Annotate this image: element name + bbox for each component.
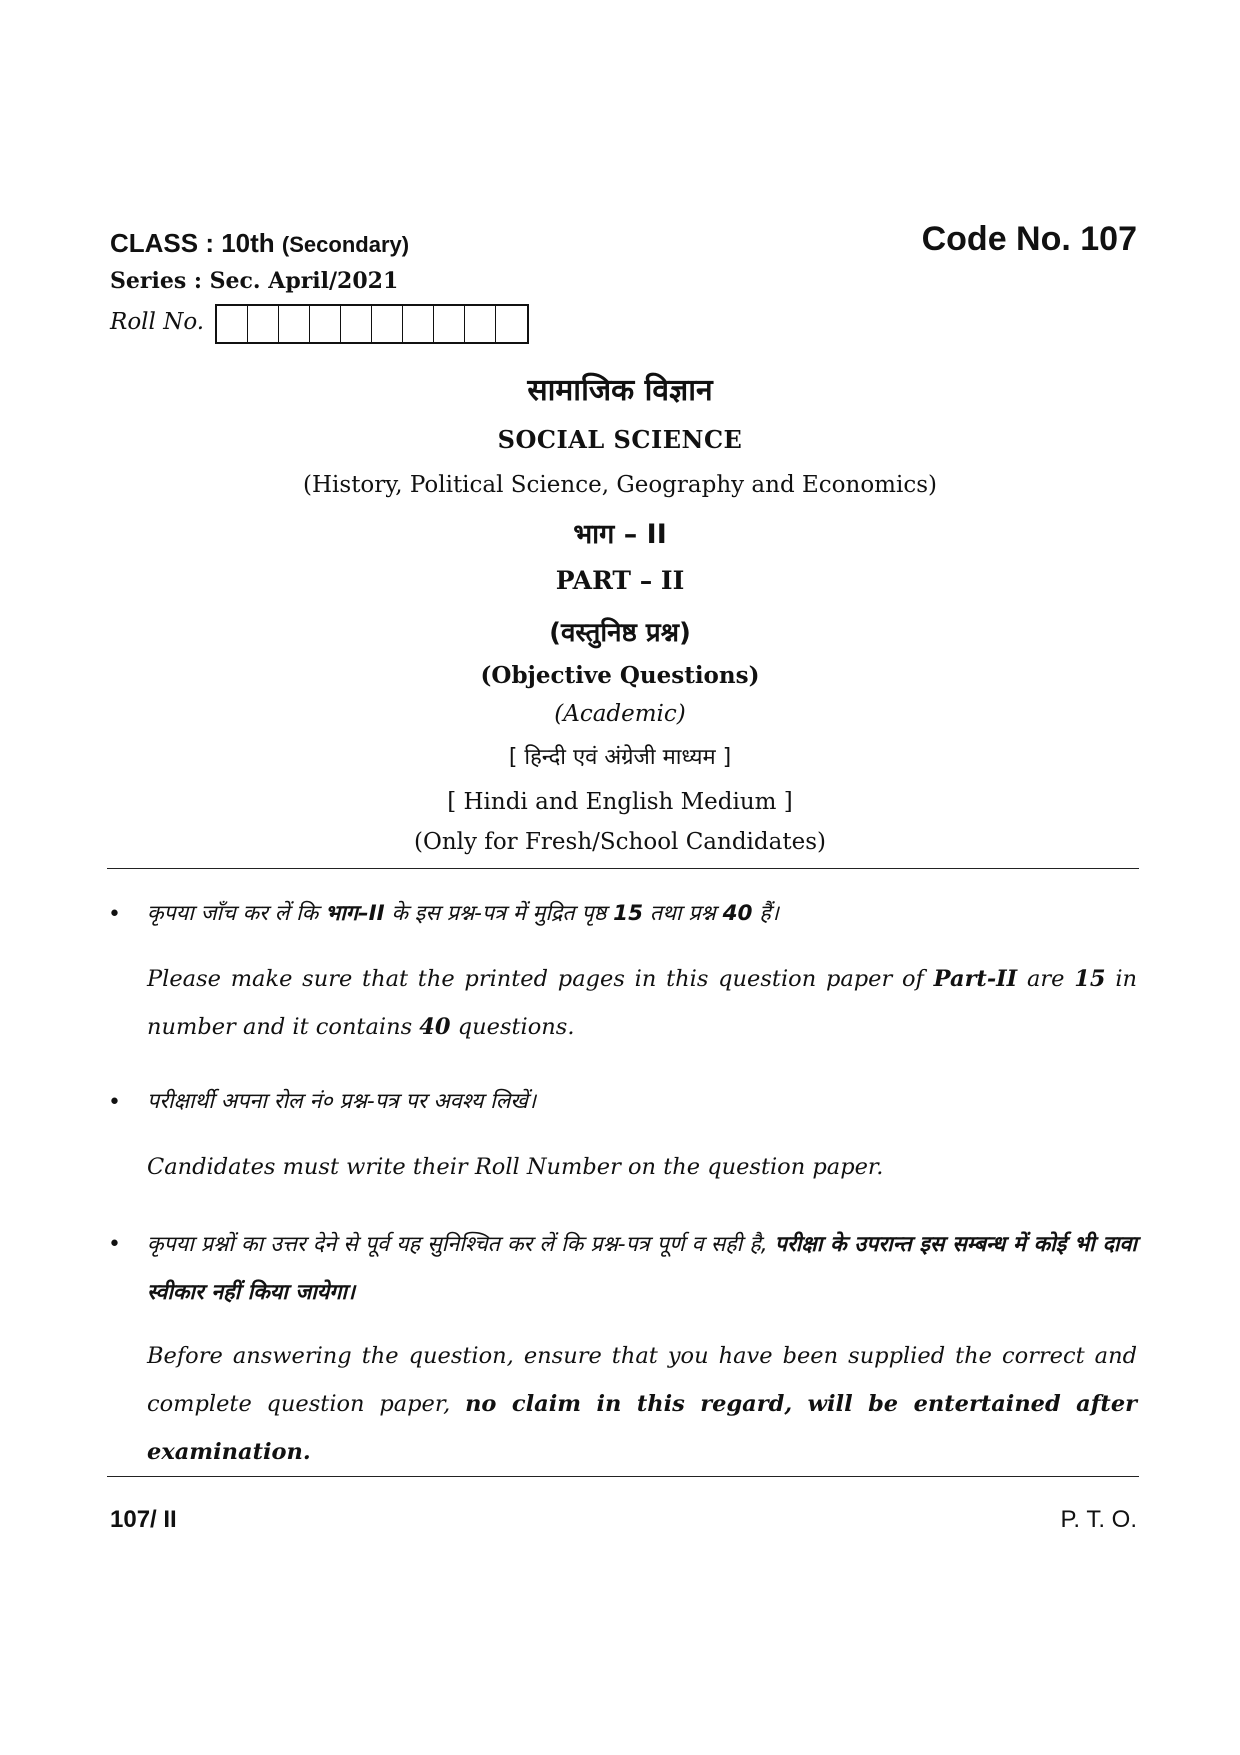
- objective-english: (Objective Questions): [480, 662, 760, 689]
- roll-digit-box[interactable]: [248, 306, 279, 342]
- roll-digit-box[interactable]: [434, 306, 465, 342]
- footer-code: 107/ II: [110, 1506, 177, 1533]
- class-level: (Secondary): [281, 232, 410, 257]
- instruction-3-english: Before answering the question, ensure that you have been supplied the correct and complete question paper, no claim in this regard, will be entertained after examination.: [147, 1343, 1137, 1465]
- english-subject-title: SOCIAL SCIENCE: [497, 425, 743, 454]
- part-hindi: भाग – II: [573, 519, 667, 550]
- instruction-2-hindi: परीक्षार्थी अपना रोल नं० प्रश्न-पत्र पर अवश्य लिखें।: [147, 1089, 537, 1114]
- medium-english: [ Hindi and English Medium ]: [447, 789, 793, 815]
- roll-number-boxes[interactable]: [215, 304, 529, 344]
- class-line: [110, 228, 409, 259]
- medium-hindi: [ हिन्दी एवं अंग्रेजी माध्यम ]: [508, 745, 732, 770]
- code-number: Code No. 107: [921, 220, 1137, 258]
- roll-digit-box[interactable]: [465, 306, 496, 342]
- hindi-subject-title: सामाजिक विज्ञान: [527, 373, 713, 408]
- candidates-note: (Only for Fresh/School Candidates): [414, 829, 826, 855]
- roll-digit-box[interactable]: [279, 306, 310, 342]
- pto-label: P. T. O.: [1060, 1506, 1137, 1533]
- instruction-2-english: Candidates must write their Roll Number on the question paper.: [147, 1154, 884, 1180]
- part-english: PART – II: [555, 566, 685, 595]
- roll-digit-box[interactable]: [341, 306, 372, 342]
- instruction-3-hindi: कृपया प्रश्नों का उत्तर देने से पूर्व यह सुनिश्चित कर लें कि प्रश्न-पत्र पूर्ण व सही है, परीक्षा के उपरान्त इस सम्बन्ध में कोई भी दावा स्वीकार नहीं किया जायेगा।: [147, 1232, 1138, 1305]
- roll-digit-box[interactable]: [217, 306, 248, 342]
- roll-digit-box[interactable]: [310, 306, 341, 342]
- objective-hindi: (वस्तुनिष्ठ प्रश्न): [549, 618, 691, 648]
- subject-list: (History, Political Science, Geography and Economics): [303, 472, 937, 498]
- bullet-icon: •: [108, 1232, 121, 1257]
- divider-bottom: [107, 1476, 1139, 1477]
- bullet-icon: •: [108, 902, 121, 927]
- roll-digit-box[interactable]: [372, 306, 403, 342]
- instruction-1-english: Please make sure that the printed pages in this question paper of Part-II are 15 in number and it contains 40 questions.: [147, 966, 1138, 1040]
- roll-digit-box[interactable]: [403, 306, 434, 342]
- series: Series : Sec. April/2021: [110, 268, 399, 294]
- class-label: CLASS : 10th: [110, 228, 275, 258]
- roll-digit-box[interactable]: [496, 306, 527, 342]
- academic-label: (Academic): [554, 701, 686, 727]
- divider-top: [107, 868, 1139, 869]
- instruction-1-hindi: कृपया जाँच कर लें कि भाग–II के इस प्रश्न-पत्र में मुद्रित पृष्ठ 15 तथा प्रश्न 40 हैं।: [147, 901, 779, 926]
- roll-number-label: Roll No.: [110, 309, 205, 335]
- bullet-icon: •: [108, 1090, 121, 1115]
